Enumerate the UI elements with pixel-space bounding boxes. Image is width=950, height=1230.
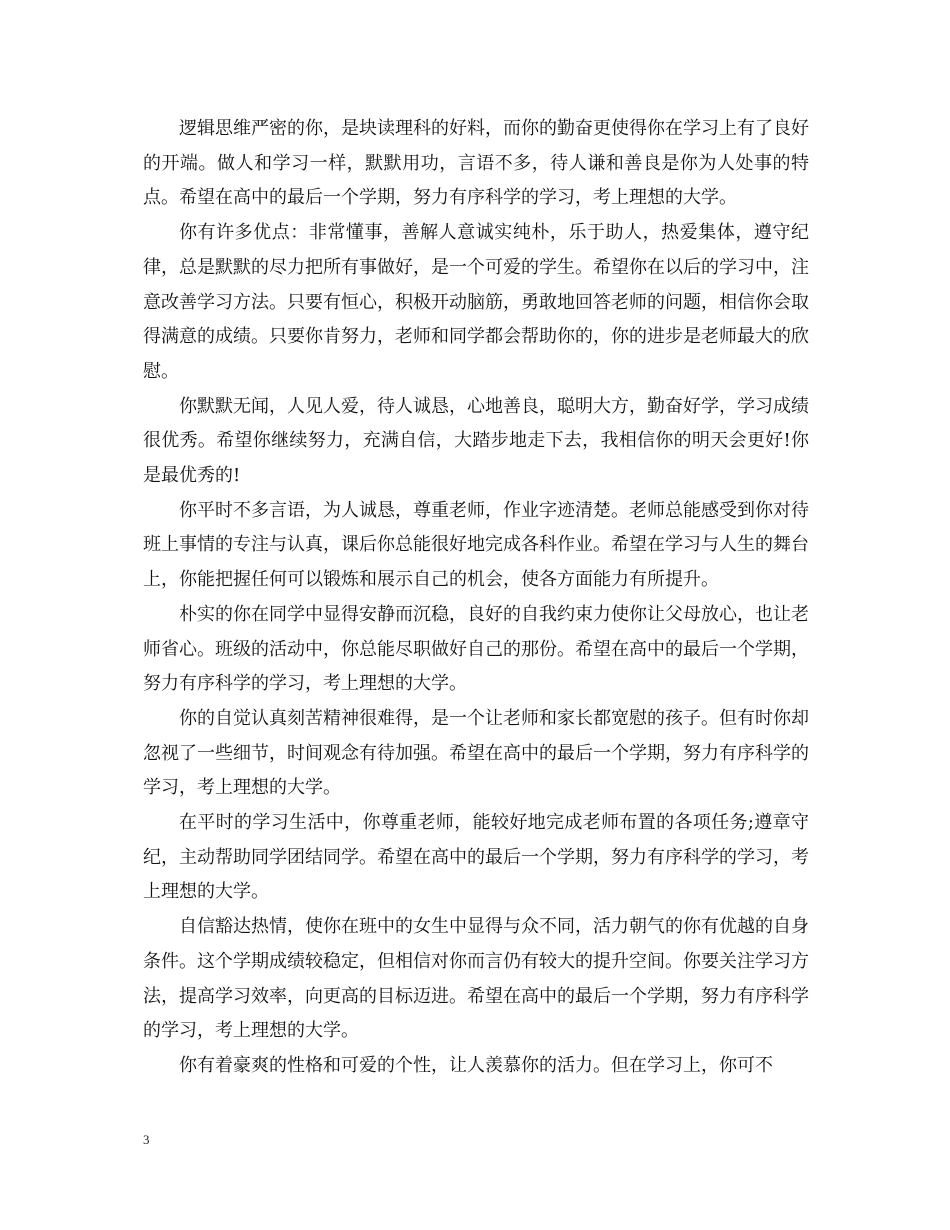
paragraph-7: 在平时的学习生活中，你尊重老师，能较好地完成老师布置的各项任务;遵章守纪，主动帮助同学团结同学。希望在高中的最后一个学期，努力有序科学的学习，考上理想的大学。	[143, 812, 809, 903]
paragraph-2: 你有许多优点：非常懂事，善解人意诚实纯朴，乐于助人，热爱集体，遵守纪律，总是默默的尽力把所有事做好，是一个可爱的学生。希望你在以后的学习中，注意改善学习方法。只要有恒心，积极开动脑筋，勇敢地回答老师的问题，相信你会取得满意的成绩。只要你肯努力，老师和同学都会帮助你的，你的进步是老师最大的欣慰。	[143, 222, 809, 382]
paragraph-9: 你有着豪爽的性格和可爱的个性，让人羡慕你的活力。但在学习上，你可不	[179, 1054, 773, 1076]
paragraph-4: 你平时不多言语，为人诚恳，尊重老师，作业字迹清楚。老师总能感受到你对待班上事情的专注与认真，课后你总能很好地完成各科作业。希望在学习与人生的舞台上，你能把握任何可以锻炼和展示自己的机会，使各方面能力有所提升。	[143, 499, 809, 591]
paragraph-6: 你的自觉认真刻苦精神很难得，是一个让老师和家长都宽慰的孩子。但有时你却忽视了一些细节，时间观念有待加强。希望在高中的最后一个学期，努力有序科学的学习，考上理想的大学。	[143, 707, 809, 799]
paragraph-3: 你默默无闻，人见人爱，待人诚恳，心地善良，聪明大方，勤奋好学，学习成绩很优秀。希望你继续努力，充满自信，大踏步地走下去，我相信你的明天会更好!你是最优秀的!	[143, 395, 809, 487]
paragraph-5: 朴实的你在同学中显得安静而沉稳，良好的自我约束力使你让父母放心，也让老师省心。班级的活动中，你总能尽职做好自己的那份。希望在高中的最后一个学期，努力有序科学的学习，考上理想的大学。	[143, 603, 809, 695]
paragraph-1: 逻辑思维严密的你，是块读理科的好料，而你的勤奋更使得你在学习上有了良好的开端。做人和学习一样，默默用功，言语不多，待人谦和善良是你为人处事的特点。希望在高中的最后一个学期，努力有序科学的学习，考上理想的大学。	[143, 118, 809, 209]
document-body	[143, 112, 809, 1084]
paragraph-8: 自信豁达热情，使你在班中的女生中显得与众不同，活力朝气的你有优越的自身条件。这个学期成绩较稳定，但相信对你而言仍有较大的提升空间。你要关注学习方法，提高学习效率，向更高的目标迈进。希望在高中的最后一个学期，努力有序科学的学习，考上理想的大学。	[143, 916, 809, 1042]
page-number: 3	[143, 1132, 150, 1147]
